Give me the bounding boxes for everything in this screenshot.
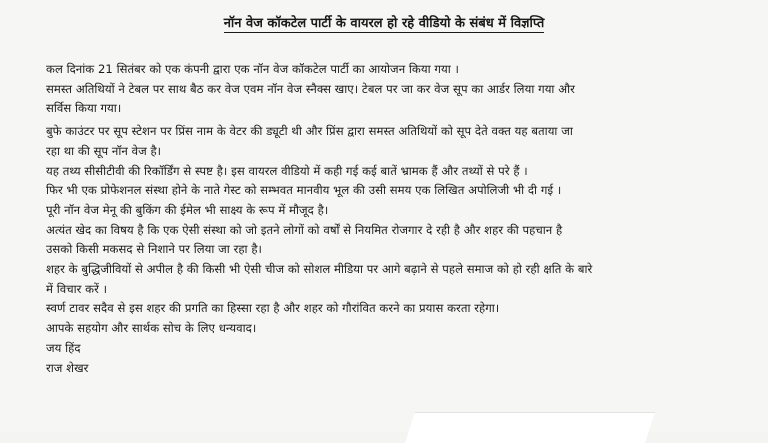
body-line: समस्त अतिथियों ने टेबल पर साथ बैठ कर वेज एवम नॉन वेज स्नैक्स खाए। टेबल पर जा कर वेज सूप का आर्डर लिया गया और — [46, 81, 575, 96]
body-line: पूरी नॉन वेज मेनू की बुकिंग की ईमेल भी साक्ष्य के रूप में मौजूद है। — [46, 202, 329, 217]
closing-line: जय हिंद — [46, 340, 81, 355]
paper-edge — [405, 412, 655, 443]
body-line: उसको किसी मकसद से निशाने पर लिया जा रहा है। — [46, 242, 262, 257]
document-body — [46, 60, 746, 378]
body-line: शहर के बुद्धिजीवियों से अपील है की किसी भी ऐसी चीज को सोशल मीडिया पर आगे बढ़ाने से पहले समाज को हो रही क्षति के बारे — [46, 262, 593, 277]
document-title — [0, 14, 768, 34]
body-line: में विचार करें । — [46, 281, 108, 296]
body-line: बुफे काउंटर पर सूप स्टेशन पर प्रिंस नाम के वेटर की ड्यूटी थी और प्रिंस द्वारा समस्त अतिथियों को सूप देते वक्त यह बताया जा — [46, 124, 573, 139]
body-line: यह तथ्य सीसीटीवी की रिकॉर्डिंग से स्पष्ट है। इस वायरल वीडियो में कही गई कई बातें भ्रामक हैं और तथ्यों से परे हैं । — [46, 163, 528, 178]
body-line: सर्विस किया गया। — [46, 101, 122, 116]
body-line: स्वर्ण टावर सदैव से इस शहर की प्रगति का हिस्सा रहा है और शहर को गौरांवित करने का प्रयास करता रहेगा। — [46, 301, 500, 316]
body-line: अत्यंत खेद का विषय है कि एक ऐसी संस्था को जो इतने लोगों को वर्षों से नियमित रोजगार दे रही है और शहर की पहचान है — [46, 222, 563, 237]
signature-name: राज शेखर — [46, 360, 89, 375]
body-line: फिर भी एक प्रोफेशनल संस्था होने के नाते गेस्ट को सम्भवत मानवीय भूल की उसी समय एक लिखित अपोलिजी भी दी गई । — [46, 183, 562, 198]
document-title-text: नॉन वेज कॉकटेल पार्टी के वायरल हो रहे वीडियो के संबंध में विज्ञप्ति — [223, 16, 545, 31]
body-line: रहा था की सूप नॉन वेज है। — [46, 143, 162, 158]
body-line: आपके सहयोग और सार्थक सोच के लिए धन्यवाद। — [46, 321, 257, 336]
body-line: कल दिनांक 21 सितंबर को एक कंपनी द्वारा एक नॉन वेज कॉकटेल पार्टी का आयोजन किया गया । — [46, 62, 459, 76]
